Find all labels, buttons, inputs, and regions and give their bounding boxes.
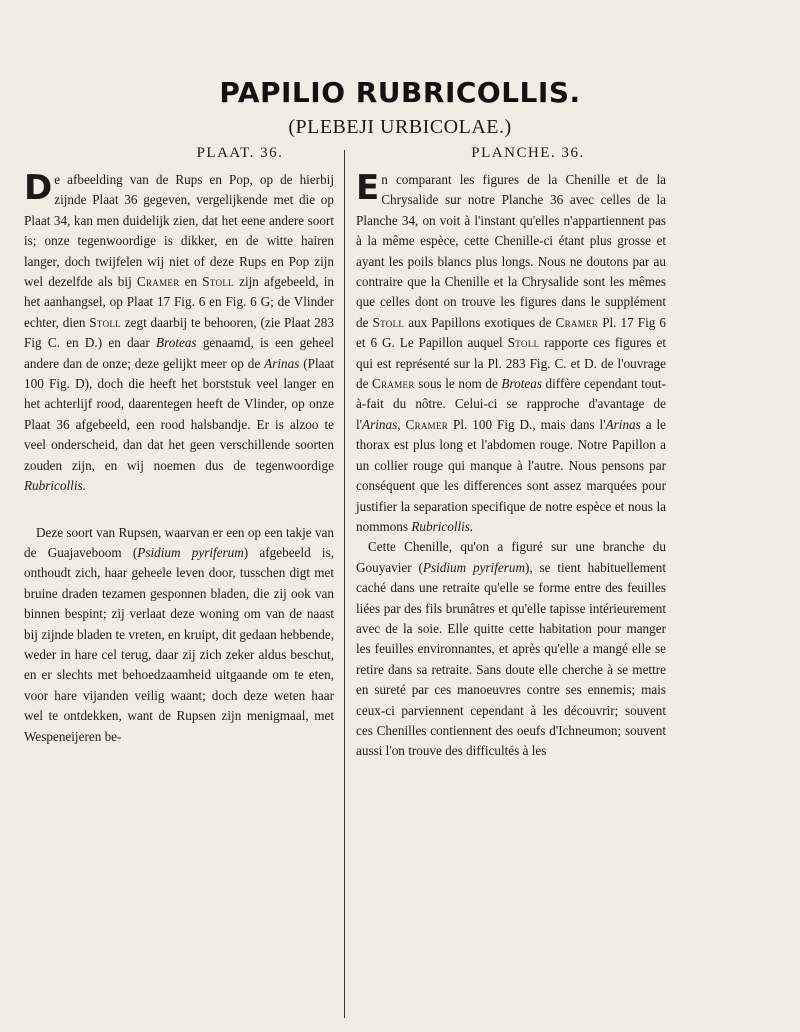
left-column-heading: PLAAT. 36. — [196, 145, 284, 161]
left-drop-cap: D — [24, 168, 53, 208]
right-drop-cap: E — [356, 168, 380, 208]
right-paragraph-1: En comparant les figures de la Chenille et de la Chrysalide sur notre Planche 36 avec celles de la Planche 34, on voit à l'instant qu'elles n'appartiennent pas à la même espèce, cette Chenille-ci étant plus grosse et ayant les poils blancs plus longs. Nous ne doutons par au contraire que la Chenille et la Chrysalide sont les mêmes que celles dont on trouve les figures dans le supplément de Stoll aux Papillons exotiques de Cramer Pl. 17 Fig 6 et 6 G. Le Papillon auquel Stoll rapporte ces figures et qui est représenté sur la Pl. 283 Fig. C. et D. de l'ouvrage de Cramer sous le nom de Broteas diffère cependant tout-à-fait du nôtre. Celui-ci se rapproche d'avantage de l'Arinas, Cramer Pl. 100 Fig D., mais dans l'Arinas a le thorax est plus long et l'abdomen rouge. Notre Papillon a un collier rouge qui manque à l'autre. Nous pensons par conséquent que les differences sont assez marquées pour justifier la separation specifique de notre espèce et nous la nommons Rubricollis. — [356, 168, 667, 534]
right-column-heading: PLANCHE. 36. — [471, 145, 585, 161]
column-divider — [344, 150, 345, 1018]
left-column-text — [24, 170, 334, 747]
page-subtitle: (PLEBEJI URBICOLAE.) — [288, 116, 512, 138]
left-paragraph-1: De afbeelding van de Rups en Pop, op de hierbij zijnde Plaat 36 gegeven, vergelijkende met die op Plaat 34, kan men duidelijk zien, dat het eene andere soort is; onze tegenwoordige is dikker, en de witte hairen langer, doch twijfelen wij niet of deze Rups en Pop zijn wel dezelfde als bij Cramer en Stoll zijn afgebeeld, in het aanhangsel, op Plaat 17 Fig. 6 en Fig. 6 G; de Vlinder echter, dien Stoll zegt daarbij te behooren, (zie Plaat 283 Fig C. en D.) en daar Broteas genaamd, is een geheel andere dan de onze; deze gelijkt meer op de Arinas (Plaat 100 Fig. D), doch die heeft het borststuk veel langer en het achterlijf rood, daarentegen heeft de Vlinder, op onze Plaat 36 afgebeeld, een rood halsbandje. Er is alzoo te veel onderscheid, dan dat het geen verschillende soorten zouden zijn, en wij noemen dus de tegenwoordige Rubricollis. — [24, 168, 335, 494]
page-title: PAPILIO RUBRICOLLIS. — [219, 76, 581, 109]
right-column-text — [356, 170, 666, 762]
right-paragraph-2: Cette Chenille, qu'on a figuré sur une branche du Gouyavier (Psidium pyriferum), se tient habituellement caché dans une retraite qu'elle se forme entre des feuilles liées par des fils brunâtres et qu'elle tapisse intérieurement avec de la soie. Elle quitte cette habitation pour manger les feuilles environnantes, et après qu'elle a mangé elle se retire dans sa retraite. Sans doute elle cherche à se mettre en sureté par ces manoeuvres contre ses ennemis; mais ceux-ci parviennent cependant à les découvrir; souvent ces Chenilles contiennent des oeufs d'Ichneumon; souvent aussi l'on trouve des difficultés à les — [356, 539, 666, 759]
left-paragraph-2: Deze soort van Rupsen, waarvan er een op een takje van de Guajaveboom (Psidium pyriferum) afgebeeld is, onthoudt zich, haar geheele leven door, tusschen digt met bruine draden tezamen gesponnen bladen, die zij ook van binnen bespint; zij verlaat deze woning om van de naast bij zijnde bladen te vreten, en kruipt, dit gedaan hebbende, weder in hare cel terug, daar zij zich zeker aldus beschut, en er slechts met behoedzaamheid uitgaande om te eten, voor hare vijanden veilig waant; doch deze weten haar wel te ontdekken, want de Rupsen zijn menigmaal, met Wespeneijeren be- — [24, 524, 334, 744]
